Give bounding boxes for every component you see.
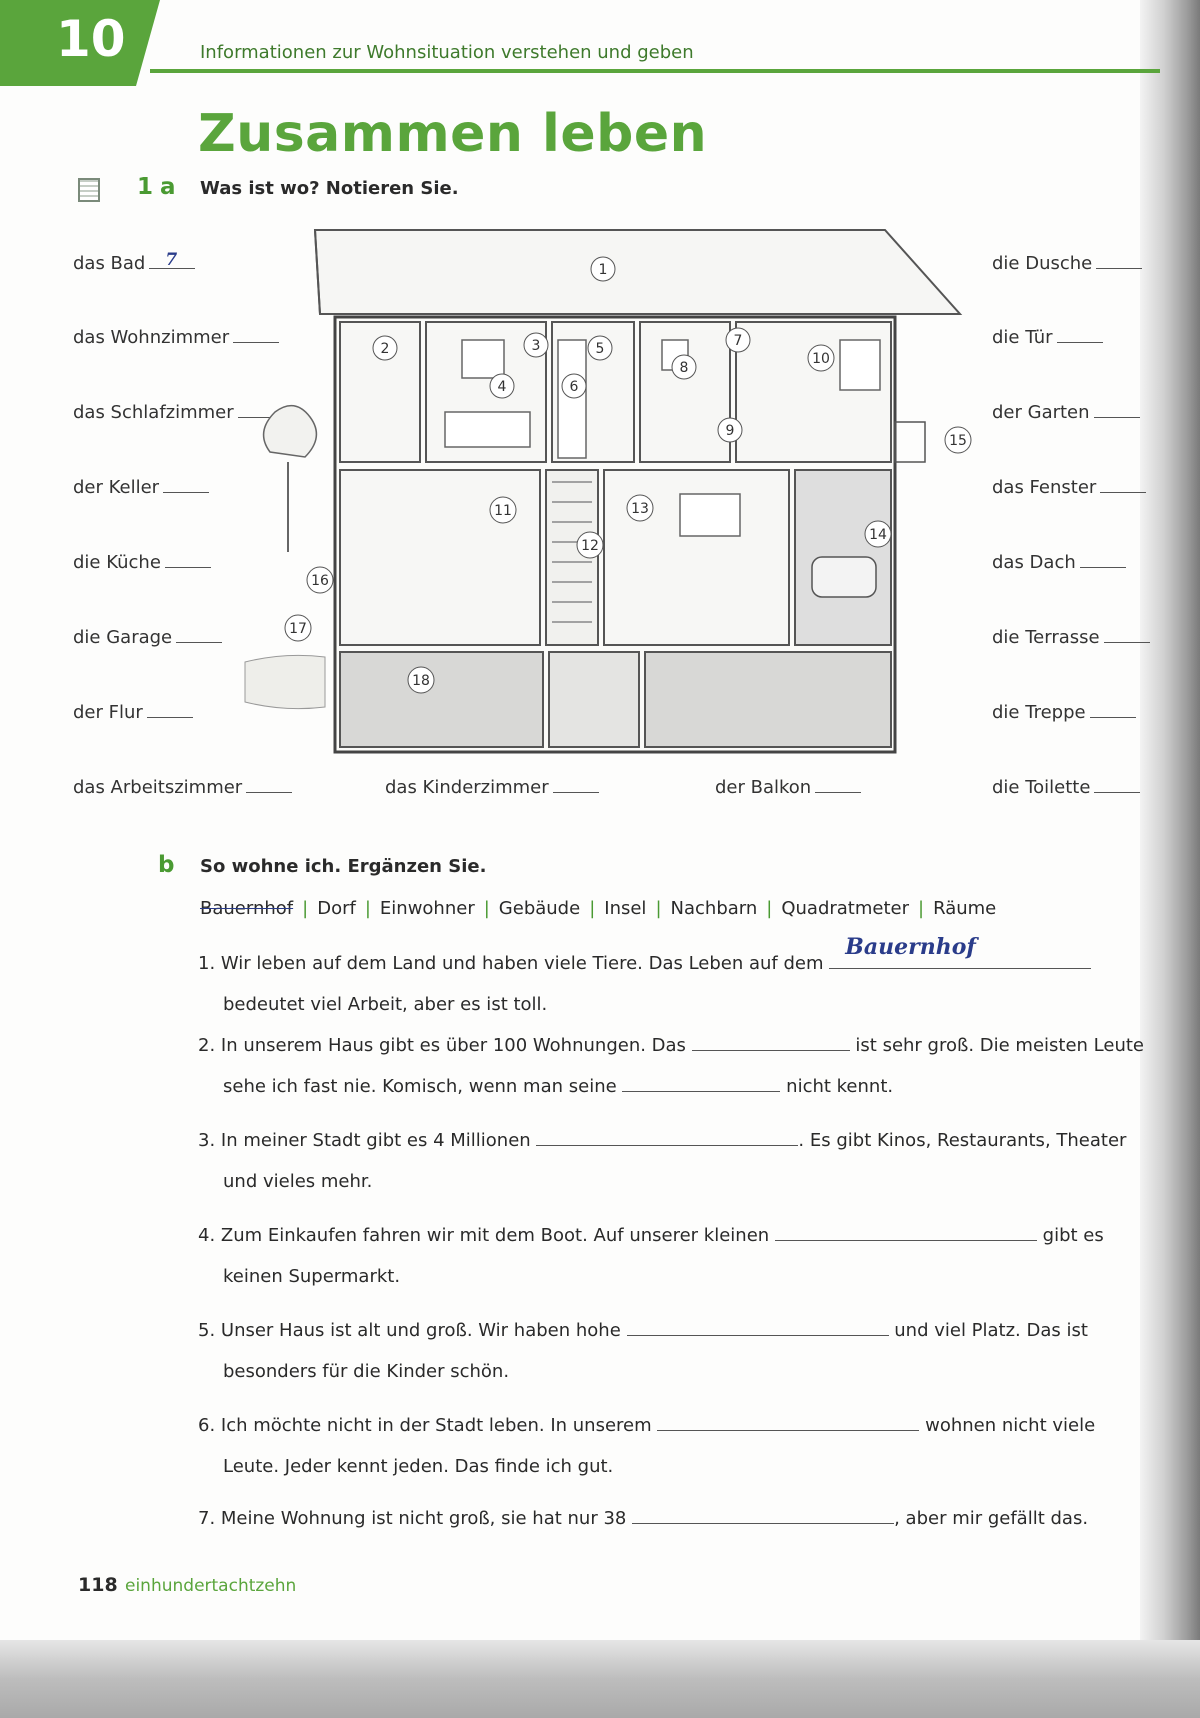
book-spine-shadow xyxy=(1140,0,1200,1718)
answer-line[interactable] xyxy=(627,1317,889,1336)
sentence-3: 3. In meiner Stadt gibt es 4 Millionen . Es gibt Kinos, Restaurants, Theater und vieles mehr. xyxy=(198,1120,1148,1202)
number-label xyxy=(408,667,434,693)
word-bank-item: Einwohner xyxy=(379,898,475,919)
svg-text:6: 6 xyxy=(569,379,579,395)
svg-text:9: 9 xyxy=(725,423,735,439)
vocab-item: der Flur xyxy=(73,701,193,723)
svg-text:17: 17 xyxy=(289,621,307,637)
vocab-item: die Dusche xyxy=(992,252,1142,274)
word-bank xyxy=(200,898,996,919)
separator: | xyxy=(766,898,773,919)
svg-text:18: 18 xyxy=(412,673,430,689)
answer-line[interactable] xyxy=(632,1505,894,1524)
number-label xyxy=(285,615,311,641)
answer-blank[interactable] xyxy=(1057,326,1103,343)
answer-line[interactable] xyxy=(657,1412,919,1431)
svg-text:4: 4 xyxy=(497,379,507,395)
vocab-item: der Balkon xyxy=(715,776,861,798)
number-label xyxy=(672,355,696,379)
vocab-item: die Terrasse xyxy=(992,626,1150,648)
sentence-6: 6. Ich möchte nicht in der Stadt leben. In unserem wohnen nicht viele Leute. Jeder kennt jeden. Das finde ich gut. xyxy=(198,1405,1148,1487)
number-label xyxy=(627,495,653,521)
separator: | xyxy=(918,898,925,919)
exercise-b-instruction: So wohne ich. Ergänzen Sie. xyxy=(200,856,487,877)
number-label xyxy=(577,532,603,558)
balcony-rail xyxy=(895,422,925,462)
number-label xyxy=(490,374,514,398)
number-label xyxy=(562,374,586,398)
garden-shape xyxy=(245,655,325,708)
separator: | xyxy=(483,898,490,919)
svg-text:11: 11 xyxy=(494,503,512,519)
svg-text:12: 12 xyxy=(581,538,599,554)
room-basement-right xyxy=(645,652,891,747)
svg-text:10: 10 xyxy=(812,351,830,367)
number-label xyxy=(373,336,397,360)
number-label xyxy=(307,567,333,593)
exercise-letter-a: a xyxy=(160,174,176,200)
vocab-item: die Küche xyxy=(73,551,211,573)
answer-blank[interactable] xyxy=(815,776,861,793)
number-label xyxy=(945,427,971,453)
window-shape xyxy=(462,340,504,378)
vocab-item: das Bad 7 xyxy=(73,252,195,274)
svg-text:5: 5 xyxy=(595,341,605,357)
number-label xyxy=(588,336,612,360)
exercise-number: 1 xyxy=(137,174,154,200)
number-label xyxy=(718,418,742,442)
handwritten-answer: Bauernhof xyxy=(845,934,976,960)
svg-text:13: 13 xyxy=(631,501,649,517)
answer-blank[interactable] xyxy=(553,776,599,793)
vocab-item: die Garage xyxy=(73,626,222,648)
exercise-a-instruction: Was ist wo? Notieren Sie. xyxy=(200,178,459,199)
word-bank-item: Bauernhof xyxy=(200,898,294,919)
answer-blank[interactable] xyxy=(1104,626,1150,643)
answer-blank[interactable] xyxy=(1094,401,1140,418)
sentence-2: 2. In unserem Haus gibt es über 100 Wohnungen. Das ist sehr groß. Die meisten Leute sehe ich fast nie. Komisch, wenn man seine nicht kennt. xyxy=(198,1025,1148,1107)
svg-text:16: 16 xyxy=(311,573,329,589)
number-label xyxy=(591,257,615,281)
window-shape xyxy=(840,340,880,390)
answer-blank[interactable] xyxy=(1090,701,1136,718)
answer-line[interactable] xyxy=(775,1222,1037,1241)
window-shape xyxy=(680,494,740,536)
tree-shape xyxy=(264,406,317,457)
separator: | xyxy=(302,898,309,919)
answer-blank[interactable] xyxy=(163,476,209,493)
svg-text:15: 15 xyxy=(949,433,967,449)
answer-blank[interactable] xyxy=(176,626,222,643)
svg-text:3: 3 xyxy=(531,338,541,354)
number-label xyxy=(726,328,750,352)
book-icon xyxy=(78,178,100,202)
room-livingroom xyxy=(340,470,540,645)
svg-text:8: 8 xyxy=(679,360,689,376)
answer-blank[interactable] xyxy=(1100,476,1146,493)
vocab-item: das Arbeitszimmer xyxy=(73,776,292,798)
vocab-item: der Garten xyxy=(992,401,1140,423)
word-bank-item: Räume xyxy=(933,898,997,919)
word-bank-item: Insel xyxy=(604,898,647,919)
room-basement-middle xyxy=(549,652,639,747)
answer-blank[interactable] xyxy=(246,776,292,793)
handwritten-answer: 7 xyxy=(165,250,178,270)
house-illustration xyxy=(240,222,967,762)
vocab-item: der Keller xyxy=(73,476,209,498)
vocab-item: das Schlafzimmer xyxy=(73,401,284,423)
answer-blank[interactable] xyxy=(1094,776,1140,793)
svg-text:2: 2 xyxy=(380,341,390,357)
answer-blank[interactable] xyxy=(165,551,211,568)
separator: | xyxy=(589,898,596,919)
chapter-subtitle: Informationen zur Wohnsituation verstehen und geben xyxy=(200,42,694,63)
answer-line[interactable] xyxy=(536,1127,798,1146)
svg-text:1: 1 xyxy=(598,262,608,278)
vocab-item: die Tür xyxy=(992,326,1103,348)
vocab-item: das Dach xyxy=(992,551,1126,573)
vocab-item: das Fenster xyxy=(992,476,1146,498)
answer-line[interactable] xyxy=(829,934,1091,969)
sentence-7: 7. Meine Wohnung ist nicht groß, sie hat nur 38 , aber mir gefällt das. xyxy=(198,1498,1148,1539)
word-bank-item: Nachbarn xyxy=(670,898,758,919)
number-label xyxy=(524,333,548,357)
separator: | xyxy=(655,898,662,919)
header-rule xyxy=(150,69,1160,73)
answer-blank[interactable] xyxy=(149,252,195,269)
svg-text:7: 7 xyxy=(733,333,743,349)
page-number: 118 xyxy=(78,1574,118,1596)
answer-blank[interactable] xyxy=(147,701,193,718)
word-bank-item: Quadratmeter xyxy=(781,898,910,919)
svg-text:14: 14 xyxy=(869,527,887,543)
room-basement-left xyxy=(340,652,543,747)
page-number-word: einhundertachtzehn xyxy=(125,1576,297,1596)
sentence-5: 5. Unser Haus ist alt und groß. Wir haben hohe und viel Platz. Das ist besonders für die Kinder schön. xyxy=(198,1310,1148,1392)
vocab-item: das Kinderzimmer xyxy=(385,776,599,798)
car-shape xyxy=(812,557,876,597)
answer-blank[interactable] xyxy=(1080,551,1126,568)
answer-line[interactable] xyxy=(692,1032,850,1051)
separator: | xyxy=(364,898,371,919)
word-bank-item: Gebäude xyxy=(498,898,581,919)
vocab-item: die Toilette xyxy=(992,776,1140,798)
sentence-4: 4. Zum Einkaufen fahren wir mit dem Boot. Auf unserer kleinen gibt es keinen Supermarkt. xyxy=(198,1215,1148,1297)
roof-shape xyxy=(315,230,960,314)
number-label xyxy=(865,521,891,547)
sentence-1: 1. Wir leben auf dem Land und haben viele Tiere. Das Leben auf dem Bauernhof bedeutet viel Arbeit, aber es ist toll. xyxy=(198,943,1148,1025)
answer-line[interactable] xyxy=(622,1073,780,1092)
door-shape xyxy=(558,340,586,458)
number-label xyxy=(808,345,834,371)
scan-bottom-edge xyxy=(0,1640,1200,1718)
answer-blank[interactable] xyxy=(1096,252,1142,269)
word-bank-item: Dorf xyxy=(317,898,356,919)
page-title: Zusammen leben xyxy=(198,104,708,164)
exercise-letter-b: b xyxy=(158,852,175,878)
vocab-item: die Treppe xyxy=(992,701,1136,723)
bed-shape xyxy=(445,412,530,447)
chapter-number: 10 xyxy=(56,10,126,68)
vocab-item: das Wohnzimmer xyxy=(73,326,279,348)
number-label xyxy=(490,497,516,523)
